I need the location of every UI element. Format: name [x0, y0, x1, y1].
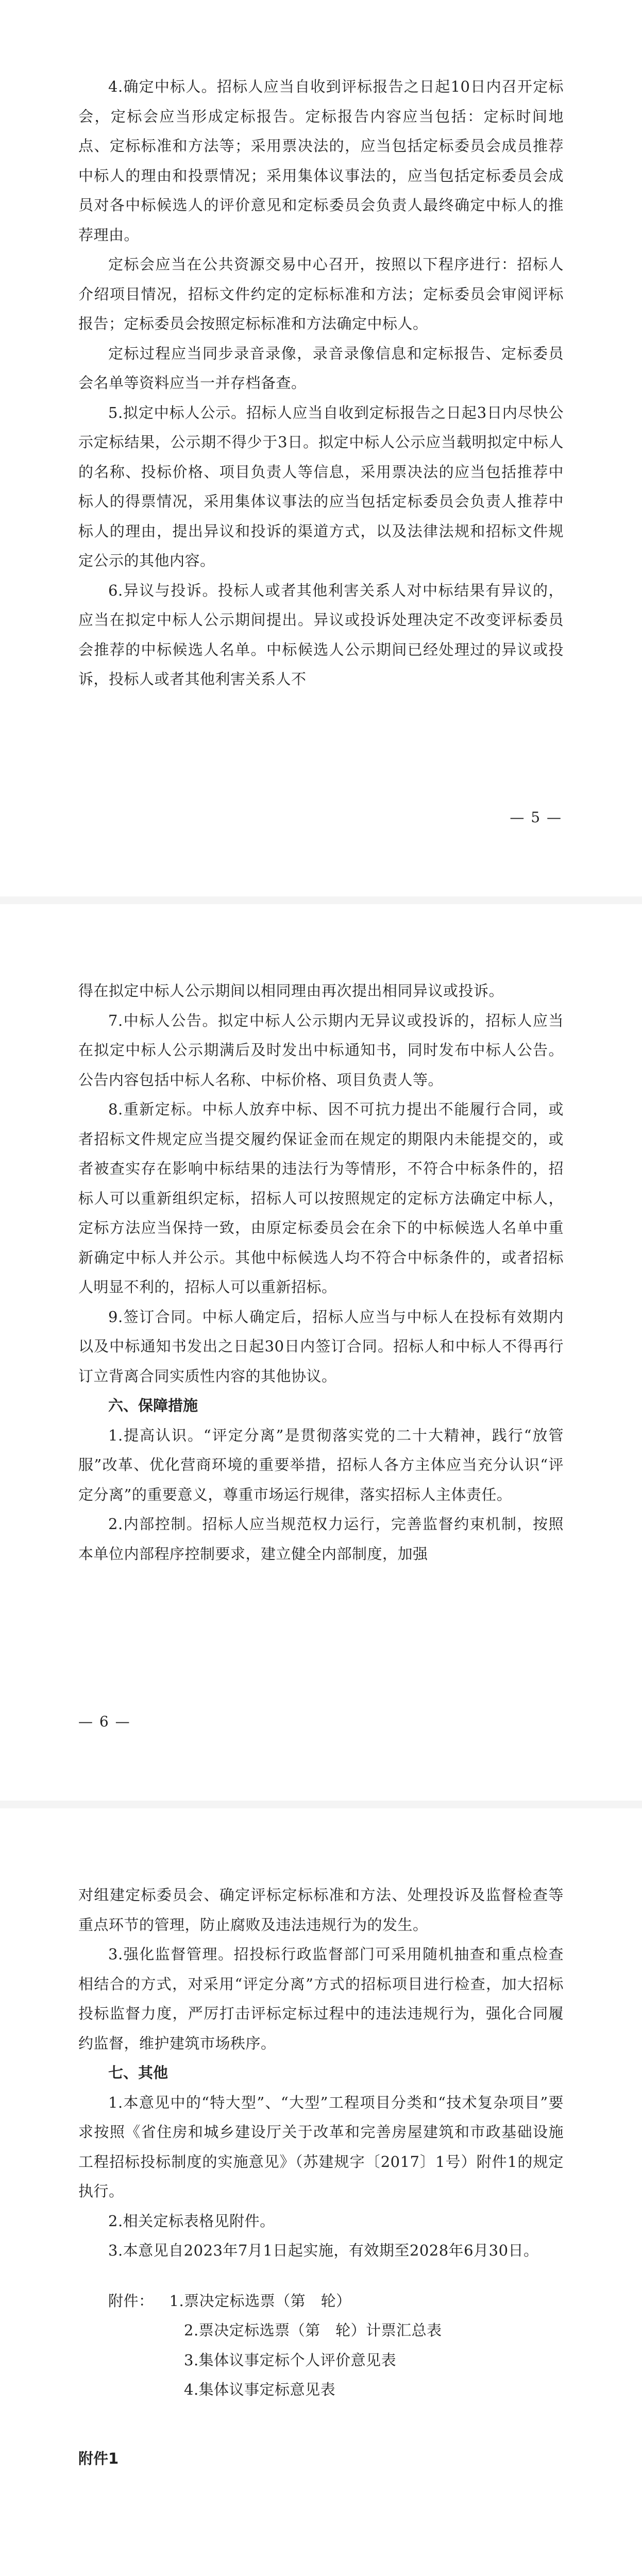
attachment-item[interactable]: 4.集体议事定标意见表 [184, 2381, 336, 2398]
paragraph-internal-control-continued: 对组建定标委员会、确定评标定标标准和方法、处理投诉及监督检查等重点环节的管理，防止腐败及违法违规行为的发生。 [78, 1886, 564, 1934]
page-6-body [78, 976, 564, 1569]
appendix-label: 附件1 [78, 2450, 119, 2467]
document-page-6 [0, 904, 642, 1801]
paragraph-sign-contract: 9.签订合同。中标人确定后，招标人应当与中标人在投标有效期内以及中标通知书发出之日起30日内签订合同。招标人和中标人不得再行订立背离合同实质性内容的其他协议。 [78, 1308, 564, 1385]
section-heading-safeguards: 六、保障措施 [108, 1397, 198, 1414]
attachments-label: 附件： [108, 2292, 154, 2310]
paragraph-project-classification: 1.本意见中的“特大型”、“大型”工程项目分类和“技术复杂项目”要求按照《省住房和城乡建设厅关于改革和完善房屋建筑和市政基础设施工程招标投标制度的实施意见》（苏建规字〔2017〕1号）附件1的规定执行。 [78, 2093, 564, 2200]
page-number: — 6 — [78, 1713, 131, 1730]
attachment-item[interactable]: 3.集体议事定标个人评价意见表 [184, 2351, 397, 2369]
section-heading-others: 七、其他 [108, 2064, 168, 2081]
paragraph-objection: 6.异议与投诉。投标人或者其他利害关系人对中标结果有异议的，应当在拟定中标人公示期间提出。异议或投诉处理决定不改变评标委员会推荐的中标候选人名单。中标候选人公示期间已经处理过的异议或投诉，投标人或者其他利害关系人不 [78, 581, 564, 688]
paragraph-re-determination: 8.重新定标。中标人放弃中标、因不可抗力提出不能履行合同，或者招标文件规定应当提交履约保证金而在规定的期限内未能提交的，或者被查实存在影响中标结果的违法行为等情形，不符合中标条件的，招标人可以重新组织定标，招标人可以按照规定的定标方法确定中标人，定标方法应当保持一致，由原定标委员会在余下的中标候选人名单中重新确定中标人并公示。其他中标候选人均不符合中标条件的，或者招标人明显不利的，招标人可以重新招标。 [78, 1100, 564, 1296]
document-page-5 [0, 0, 642, 896]
paragraph-determine-winner: 4.确定中标人。招标人应当自收到评标报告之日起10日内召开定标会，定标会应当形成定标报告。定标报告内容应当包括：定标时间地点、定标标准和方法等；采用票决法的，应当包括定标委员会成员推荐中标人的理由和投票情况；采用集体议事法的，应当包括定标委员会成员对各中标候选人的评价意见和定标委员会负责人最终确定中标人的推荐理由。 [78, 78, 564, 244]
paragraph-winner-announcement: 7.中标人公告。拟定中标人公示期内无异议或投诉的，招标人应当在拟定中标人公示期满后及时发出中标通知书，同时发布中标人公告。公告内容包括中标人名称、中标价格、项目负责人等。 [78, 1011, 564, 1089]
attachment-list-first [78, 2286, 564, 2316]
attachment-item[interactable]: 1.票决定标选票（第 轮） [169, 2292, 351, 2310]
attachment-item[interactable]: 2.票决定标选票（第 轮）计票汇总表 [184, 2321, 442, 2339]
page-7-body [78, 1880, 564, 2405]
paragraph-internal-control: 2.内部控制。招标人应当规范权力运行，完善监督约束机制，按照本单位内部程序控制要求，建立健全内部制度，加强 [78, 1515, 564, 1563]
paragraph-meeting-procedure: 定标会应当在公共资源交易中心召开，按照以下程序进行：招标人介绍项目情况，招标文件约定的定标标准和方法；定标委员会审阅评标报告；定标委员会按照定标标准和方法确定中标人。 [78, 256, 564, 332]
paragraph-effective-date: 3.本意见自2023年7月1日起实施，有效期至2028年6月30日。 [108, 2242, 539, 2259]
paragraph-recording: 定标过程应当同步录音录像，录音录像信息和定标报告、定标委员会名单等资料应当一并存档备查。 [78, 344, 564, 392]
paragraph-forms-reference: 2.相关定标表格见附件。 [108, 2212, 275, 2230]
paragraph-objection-continued: 得在拟定中标人公示期间以相同理由再次提出相同异议或投诉。 [78, 982, 504, 999]
document-page-7 [0, 1808, 642, 2576]
page-number: — 5 — [510, 809, 562, 826]
paragraph-supervision: 3.强化监督管理。招投标行政监督部门可采用随机抽查和重点检查相结合的方式，对采用“评定分离”方式的招标项目进行检查，加大招标投标监督力度，严厉打击评标定标过程中的违法违规行为，强化合同履约监督，维护建筑市场秩序。 [78, 1945, 564, 2052]
paragraph-winner-publicity: 5.拟定中标人公示。招标人应当自收到定标报告之日起3日内尽快公示定标结果，公示期不得少于3日。拟定中标人公示应当载明拟定中标人的名称、投标价格、项目负责人等信息，采用票决法的应当包括推荐中标人的得票情况，采用集体议事法的应当包括定标委员会负责人推荐中标人的理由，提出异议和投诉的渠道方式，以及法律法规和招标文件规定公示的其他内容。 [78, 403, 564, 569]
paragraph-raise-awareness: 1.提高认识。“评定分离”是贯彻落实党的二十大精神，践行“放管服”改革、优化营商环境的重要举措，招标人各方主体应当充分认识“评定分离”的重要意义，尊重市场运行规律，落实招标人主体责任。 [78, 1426, 564, 1503]
page-5-body [78, 72, 564, 694]
